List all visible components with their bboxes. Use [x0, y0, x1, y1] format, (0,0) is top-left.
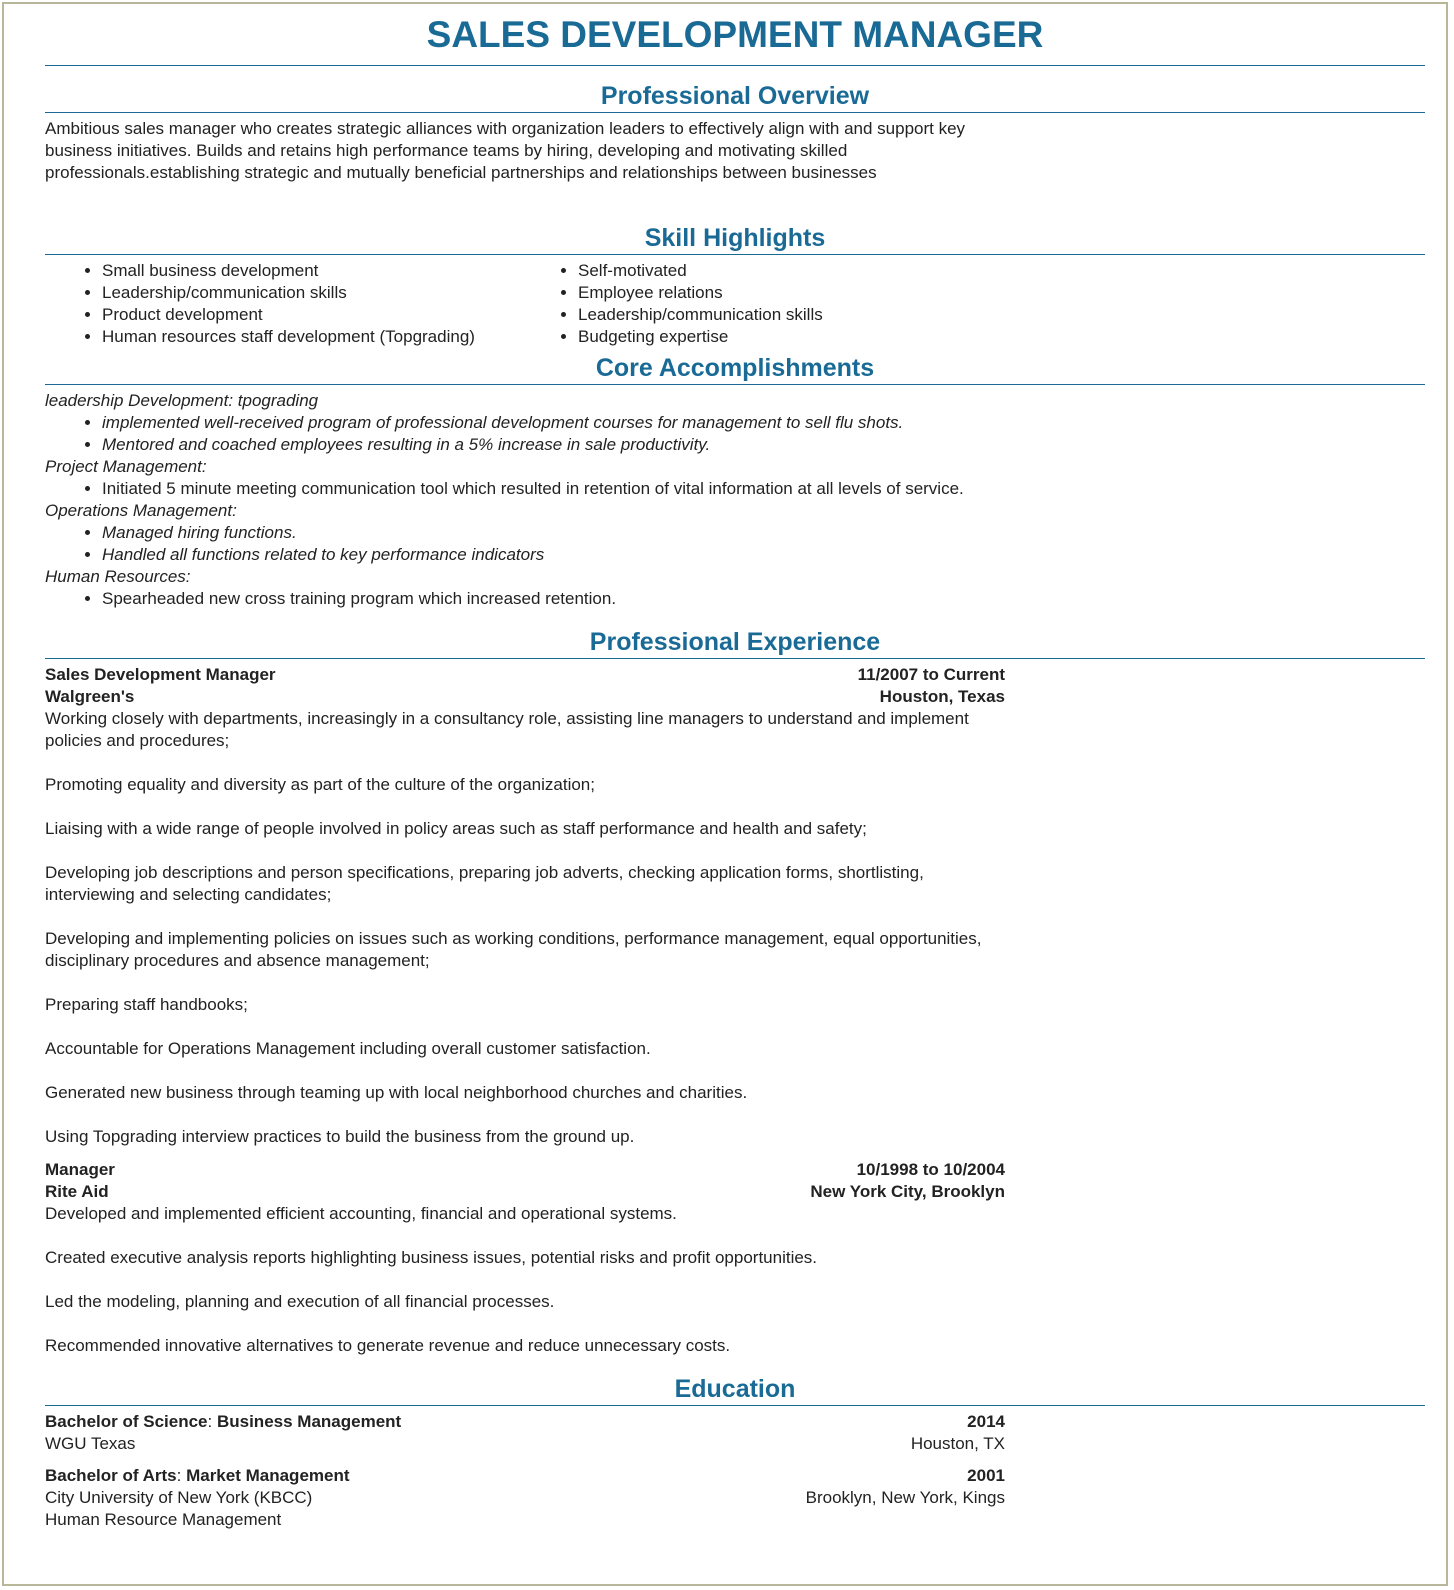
skill-item: • Product development	[102, 304, 520, 326]
job-location: New York City, Brooklyn	[810, 1182, 1005, 1201]
accomplishments-list	[45, 390, 1005, 610]
resume-title: SALES DEVELOPMENT MANAGER	[45, 14, 1425, 66]
education-location: Houston, TX	[910, 1434, 1005, 1453]
job-duty: Preparing staff handbooks;	[45, 995, 248, 1014]
job-duty: Working closely with departments, increasingly in a consultancy role, assisting line managers to understand and implement policies and procedures;	[45, 709, 969, 750]
education-extra: Human Resource Management	[45, 1510, 282, 1529]
education-location: Brooklyn, New York, Kings	[805, 1488, 1005, 1507]
resume-content	[45, 4, 1425, 1531]
education-entry: Bachelor of Arts: Market Management 2001 City University of New York (KBCC) Brooklyn, New York, Kings Human Resource Management	[45, 1465, 1425, 1531]
accomplishment-group-label: Project Management:	[45, 457, 207, 476]
skills-column-1	[45, 260, 520, 348]
job-dates: 11/2007 to Current	[857, 665, 1005, 684]
skill-item: • Budgeting expertise	[578, 326, 996, 348]
job-duty: Created executive analysis reports highlighting business issues, potential risks and profit opportunities.	[45, 1248, 818, 1267]
skills-column-2	[520, 260, 996, 348]
job-duty: Promoting equality and diversity as part of the culture of the organization;	[45, 775, 595, 794]
skill-item: • Human resources staff development (Topgrading)	[102, 326, 520, 348]
education-entry: Bachelor of Science: Business Management 2014 WGU Texas Houston, TX	[45, 1412, 1005, 1453]
accomplishment-item: • Managed hiring functions.	[102, 522, 1005, 544]
education-year: 2014	[967, 1412, 1005, 1431]
accomplishment-item: • Mentored and coached employees resulting in a 5% increase in sale productivity.	[102, 434, 1005, 456]
education-school: City University of New York (KBCC)	[45, 1488, 313, 1507]
accomplishment-group-label: Operations Management:	[45, 501, 237, 520]
skill-item: • Leadership/communication skills	[578, 304, 996, 326]
job-title: Manager	[45, 1160, 115, 1179]
job-duty: Developed and implemented efficient accounting, financial and operational systems.	[45, 1204, 677, 1223]
accomplishment-group-label: leadership Development: tpograding	[45, 391, 319, 410]
education-year: 2001	[967, 1466, 1005, 1485]
section-heading-education: Education	[45, 1374, 1425, 1406]
skill-item: • Employee relations	[578, 282, 996, 304]
job-entry	[45, 1159, 1425, 1357]
section-heading-experience: Professional Experience	[45, 627, 1425, 659]
accomplishment-group-label: Human Resources:	[45, 567, 191, 586]
skill-item: • Leadership/communication skills	[102, 282, 520, 304]
job-duty: Recommended innovative alternatives to generate revenue and reduce unnecessary costs.	[45, 1336, 731, 1355]
skill-item: • Self-motivated	[578, 260, 996, 282]
section-heading-accomplishments: Core Accomplishments	[45, 353, 1425, 385]
education-field: Market Management	[186, 1466, 350, 1485]
education-field: Business Management	[216, 1412, 402, 1431]
job-company: Rite Aid	[45, 1182, 109, 1201]
accomplishment-item: • Spearheaded new cross training program which increased retention.	[102, 588, 1005, 610]
accomplishment-item: • Handled all functions related to key performance indicators	[102, 544, 1005, 566]
job-duty: Liaising with a wide range of people involved in policy areas such as staff performance and health and safety;	[45, 819, 867, 838]
education-degree: Bachelor of Science	[45, 1412, 208, 1431]
job-entry	[45, 664, 1425, 1148]
section-heading-skills: Skill Highlights	[45, 223, 1425, 255]
section-heading-overview: Professional Overview	[45, 81, 1425, 113]
job-location: Houston, Texas	[879, 687, 1005, 706]
job-duty: Using Topgrading interview practices to build the business from the ground up.	[45, 1127, 635, 1146]
job-title: Sales Development Manager	[45, 665, 276, 684]
skill-item: • Small business development	[102, 260, 520, 282]
job-company: Walgreen's	[45, 687, 135, 706]
job-duty: Generated new business through teaming up with local neighborhood churches and charities.	[45, 1083, 748, 1102]
resume-page	[2, 2, 1448, 1586]
job-duty: Developing job descriptions and person specifications, preparing job adverts, checking application forms, shortlisting, interviewing and selecting candidates;	[45, 863, 924, 904]
job-duty: Developing and implementing policies on issues such as working conditions, performance management, equal opportunities, disciplinary procedures and absence management;	[45, 929, 982, 970]
job-duty: Led the modeling, planning and execution of all financial processes.	[45, 1292, 555, 1311]
education-school: WGU Texas	[45, 1434, 136, 1453]
job-dates: 10/1998 to 10/2004	[856, 1160, 1005, 1179]
overview-text: Ambitious sales manager who creates strategic alliances with organization leaders to effectively align with and support key business initiatives. Builds and retains high performance teams by hiring, developing and motivating skilled professionals.establishing strategic and mutually beneficial partnerships and relationships between businesses	[45, 119, 966, 182]
accomplishment-item: • implemented well-received program of professional development courses for management to sell flu shots.	[102, 412, 1005, 434]
education-degree: Bachelor of Arts	[45, 1466, 177, 1485]
accomplishment-item: • Initiated 5 minute meeting communication tool which resulted in retention of vital information at all levels of service.	[102, 478, 1005, 500]
skills-list	[45, 260, 1425, 348]
job-duty: Accountable for Operations Management including overall customer satisfaction.	[45, 1039, 651, 1058]
